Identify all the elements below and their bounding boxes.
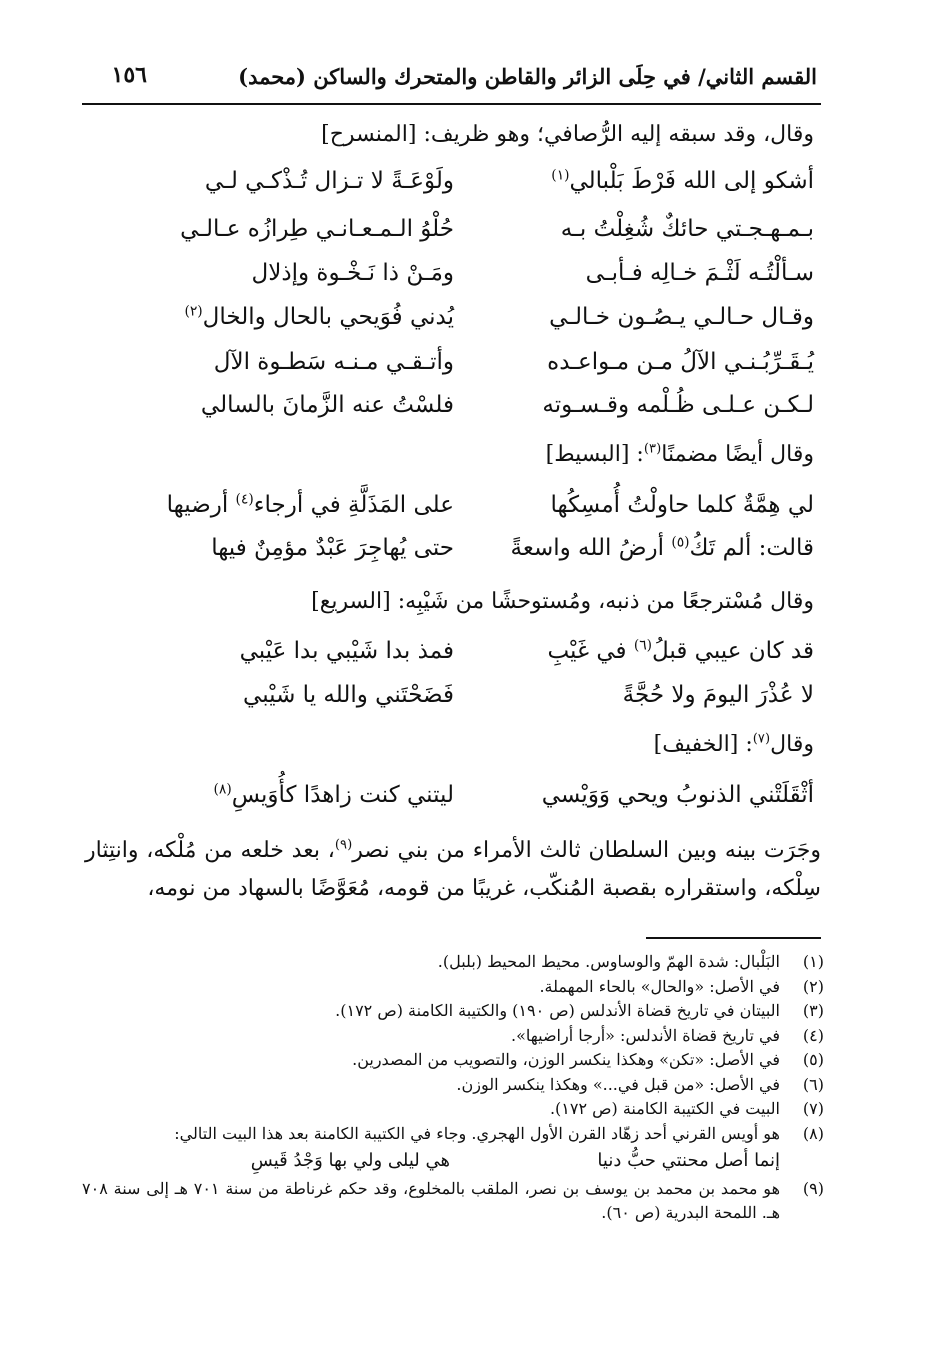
footnotes xyxy=(82,950,824,1226)
verse-left-3: ومَـنْ ذا نَـخْـوة وإذلال xyxy=(251,260,454,286)
footnote-verse-left: هي ليلى ولي بها وَجْدُ قَيسِ xyxy=(250,1150,450,1171)
verse-left-10: فَضَحْتَني والله يا شَيْبي xyxy=(243,682,454,708)
verse-right-3: سـألْتُـه لَثْـمَ خـالِه فـأبـى xyxy=(585,260,814,286)
footnote-ref: (١) xyxy=(551,167,570,184)
verse-left-7: على المَذَلَّةِ في أرجاء$^{(٤)}$ أرضيها xyxy=(166,491,454,518)
footnote-ref: (٢) xyxy=(184,303,203,320)
verse-right-5: يُـقَـرِّبُـنـي الآلُ مـن مـواعـده xyxy=(547,349,814,375)
footnote-6: (٦) في الأصل: «من قبل في...» وهكذا ينكسر الوزن. xyxy=(456,1074,824,1094)
verse-left-8: حتى يُهاجِرَ عَبْدٌ مؤمِنٌ فيها xyxy=(211,535,454,561)
verse-right-7: لي هِمَّةٌ كلما حاولْتُ أُمسِكُها xyxy=(550,492,814,518)
footnote-ref: (٥) xyxy=(671,534,690,551)
verse-right-9: قد كان عيبي قبلُ$^{(٦)}$ في غَيْبِ xyxy=(547,637,814,664)
footnote-ref: (٩) xyxy=(334,837,353,853)
footnote-4: (٤) في تاريخ قضاة الأندلس: «أرجا أراضيها». xyxy=(511,1025,824,1045)
verse-right-11: أثْقَلَتْني الذنوبُ ويحي وَوَيْسي xyxy=(541,782,814,808)
footnote-7: (٧) البيت في الكتيبة الكامنة (ص ١٧٢). xyxy=(549,1099,824,1118)
footnote-ref: (٧) xyxy=(752,731,771,747)
verse-right-4: وقـال حـالـي يـصُـون خـالـي xyxy=(549,304,814,330)
verse-left-6: فلسْتُ عنه الزَّمانَ بالسالي xyxy=(200,392,454,418)
verse-left-5: وأتـقـي مـنـه سَطـوة الآل xyxy=(213,349,454,375)
footnote-ref: (٤) xyxy=(235,491,254,508)
verse-left-1: ولَوْعَـةً لا تـزال تُـذْكـي لـي xyxy=(204,168,454,194)
verse-right-6: لـكـن عـلـى ظُـلْمه وقـسـوته xyxy=(542,392,814,418)
intro-line-1: وقال، وقد سبقه إليه الرُّصافي؛ وهو ظريف: [المنسرح] xyxy=(321,122,814,147)
footnote-divider xyxy=(646,937,821,939)
footnote-9: (٩) هو محمد بن محمد بن يوسف بن نصر، الملقب بالمخلوع، وقد حكم غرناطة من سنة ٧٠١ هـ إلى سنة ٧٠٨ هـ. اللمحة البدرية (ص ٦٠). xyxy=(82,1178,824,1222)
footnote-2: (٢) في الأصل: «والحال» بالحاء المهملة. xyxy=(539,976,824,996)
body-paragraph: وجَرَت بينه وبين السلطان ثالث الأمراء من بني نصر$^{(٩)}$، بعد خلعه من مُلْكه، وانتِثار سِلْكه، واستقراره بقصبة المُنكّب، غريبًا من قومه، مُعَوَّضًا بالسهاد من نومه، xyxy=(85,837,821,901)
footnote-5: (٥) في الأصل: «تكن» وهكذا ينكسر الوزن، والتصويب من المصدرين. xyxy=(352,1050,824,1069)
footnote-8: (٨) هو أويس القرني أحد زهّاد القرن الأول الهجري. وجاء في الكتيبة الكامنة بعد هذا البيت التالي: xyxy=(174,1123,824,1143)
verse-left-2: حُلْوُ الـمـعـانـي طِرازُه عـالـي xyxy=(180,216,454,242)
footnote-3: (٣) البيتان في تاريخ قضاة الأندلس (ص ١٩٠) والكتيبة الكامنة (ص ١٧٢). xyxy=(335,1001,824,1020)
header-divider xyxy=(82,103,821,105)
footnote-ref: (٨) xyxy=(213,781,232,798)
verse-left-4: يُدني فُوَيحي بالحال والخال$^{(٢)}$ xyxy=(184,303,454,330)
verse-right-8: قالت: ألم تَكُ$^{(٥)}$ أرضُ الله واسعةً xyxy=(510,534,814,561)
footnote-ref: (٣) xyxy=(643,441,662,457)
verse-left-9: فمذ بدا شَيْبي بدا عَيْبي xyxy=(239,638,454,664)
footnote-1: (١) البَلْبال: شدة الهمّ والوساوس. محيط المحيط (بلبل). xyxy=(437,952,824,971)
verse-right-1: أشكو إلى الله فَرْطَ بَلْبالي$^{(١)}$ xyxy=(551,167,814,194)
intro-line-3: وقال مُسْترجعًا من ذنبه، ومُستوحشًا من شَيْبِه: [السريع] xyxy=(311,589,814,614)
footnote-verse-right: إنما أصل محنتي حبُّ دنيا xyxy=(597,1150,780,1171)
footnote-ref: (٦) xyxy=(633,637,653,654)
footnote-verse xyxy=(82,1149,824,1174)
verse-right-2: بـمـهـجـتي حائكٌ شُغِلْتُ بـه xyxy=(560,216,814,242)
intro-line-4: وقال$^{(٧)}$: [الخفيف] xyxy=(653,731,814,757)
running-header-title: القسم الثاني/ في حِلَى الزائر والقاطن والمتحرك والساكن (محمد) xyxy=(238,64,817,89)
verse-right-10: لا عُذْرَ اليومَ ولا حُجَّةً xyxy=(622,682,814,708)
page-number: ١٥٦ xyxy=(111,62,147,88)
verse-left-11: ليتني كنت زاهدًا كأُوَيسِ$^{(٨)}$ xyxy=(213,781,454,808)
intro-line-2: وقال أيضًا مضمنًا$^{(٣)}$: [البسيط] xyxy=(545,441,814,467)
